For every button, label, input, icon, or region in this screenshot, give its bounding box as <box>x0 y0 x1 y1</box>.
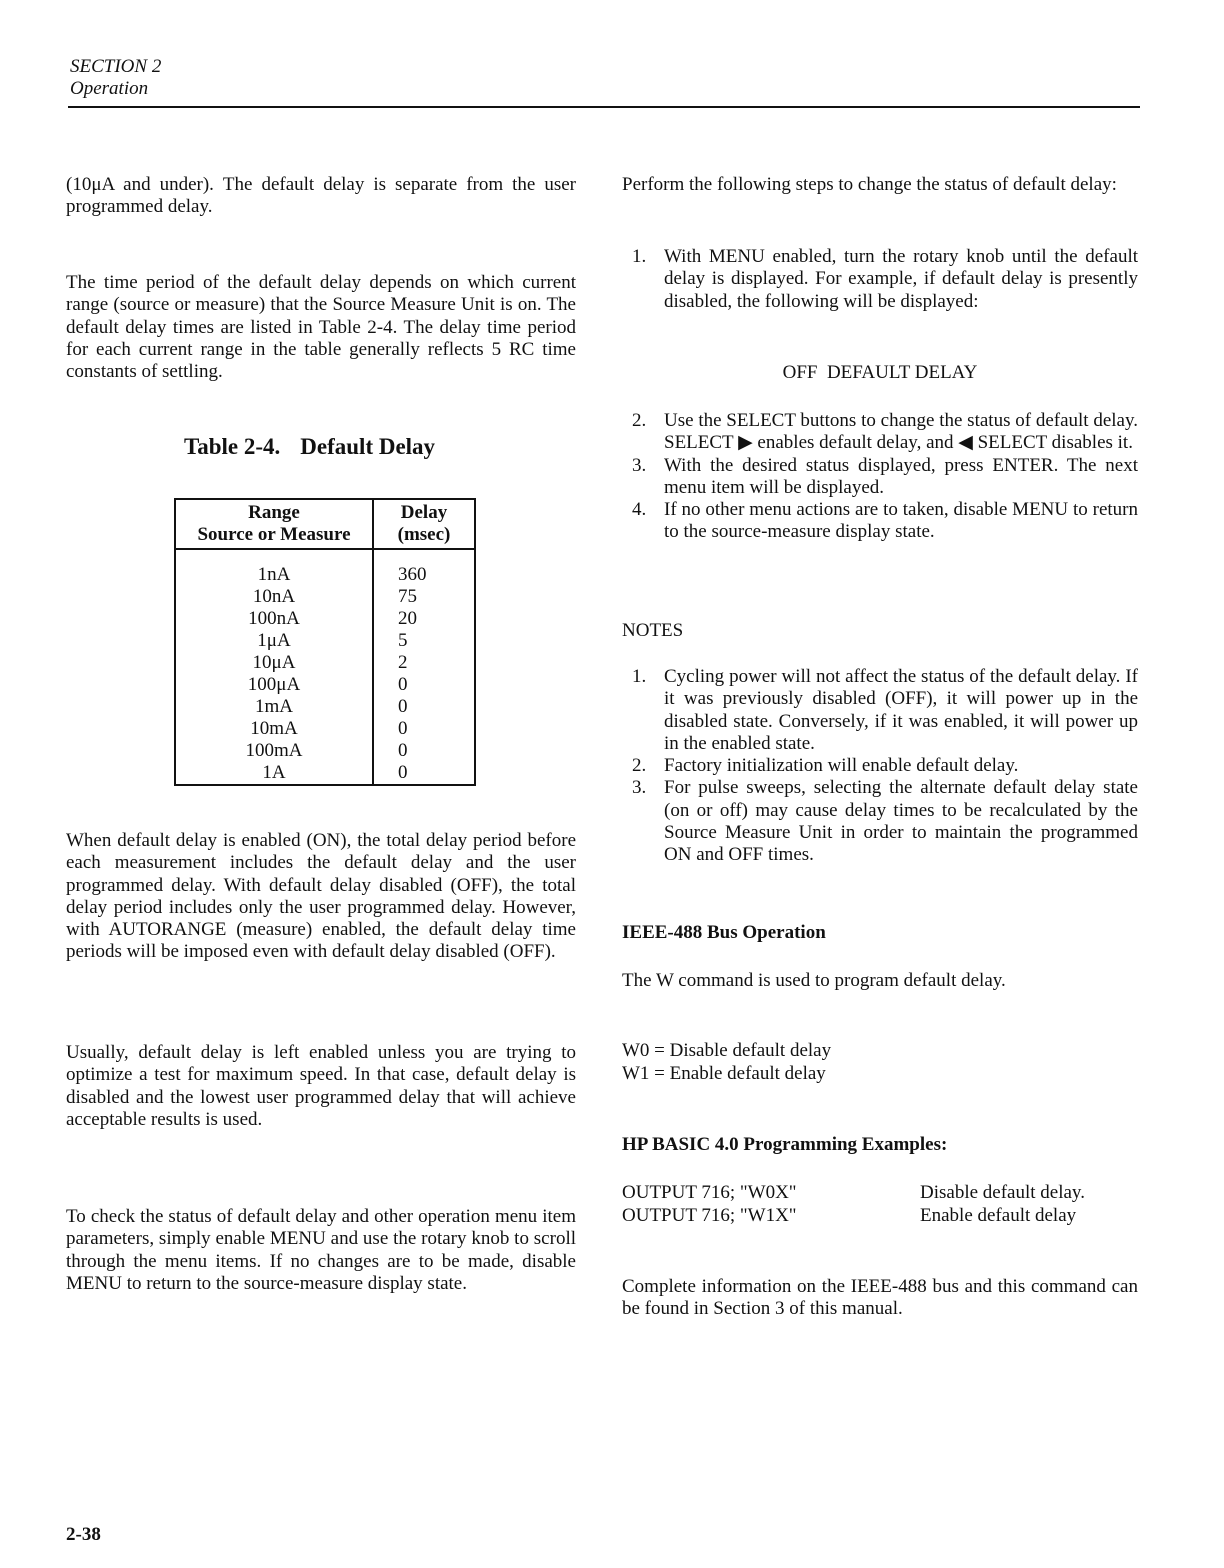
table-header-row <box>175 499 475 549</box>
delay-header-line2: (msec) <box>397 524 451 545</box>
note-text: Factory initialization will enable default delay. <box>664 755 1019 777</box>
range-header-line1: Range <box>248 502 300 523</box>
w-command-intro: The W command is used to program default delay. <box>622 970 1006 991</box>
table-row <box>175 740 475 762</box>
paragraph-complete-info: Complete information on the IEEE-488 bus and this command can be found in Section 3 of this manual. <box>622 1276 1138 1320</box>
delay-cell: 2 <box>398 652 408 673</box>
list-item <box>622 777 1138 866</box>
delay-cell: 20 <box>398 608 417 629</box>
table-row <box>175 696 475 718</box>
header-rule <box>68 106 1140 108</box>
list-item <box>622 755 1138 777</box>
section-label: SECTION 2 <box>70 56 162 77</box>
range-cell: 1μA <box>175 630 373 652</box>
delay-cell: 0 <box>398 740 408 761</box>
hp-basic-heading: HP BASIC 4.0 Programming Examples: <box>622 1134 948 1155</box>
delay-cell: 0 <box>398 674 408 695</box>
paragraph-time-period: The time period of the default delay depends on which current range (source or measure) that the Source Measure Unit is on. The default delay times are listed in Table 2-4. The delay time period for each current range in the table generally reflects 5 RC time constants of settling. <box>66 272 576 383</box>
list-item <box>622 666 1138 755</box>
table-row <box>175 652 475 674</box>
range-cell: 1A <box>175 762 373 785</box>
paragraph-check-status: To check the status of default delay and other operation menu item parameters, simply enable MENU and use the rotary knob to scroll through the menu items. If no changes are to be made, disable MENU to return to the source-measure display state. <box>66 1206 576 1294</box>
step-number: 3. <box>632 454 647 476</box>
list-item <box>622 410 1138 455</box>
note-number: 2. <box>632 755 647 777</box>
range-cell: 10mA <box>175 718 373 740</box>
paragraph-perform-steps: Perform the following steps to change the status of default delay: <box>622 174 1117 195</box>
ieee-heading: IEEE-488 Bus Operation <box>622 922 826 943</box>
step-text: Use the SELECT buttons to change the status of default delay. SELECT ▶ enables default delay, and ◀ SELECT disables it. <box>664 410 1138 454</box>
note-text: Cycling power will not affect the status of the default delay. If it was previously disabled (OFF), it will power up in the disabled state. Conversely, if it was enabled, it will power up in the enabled state. <box>664 666 1138 754</box>
paragraph-delay-separate: (10μA and under). The default delay is separate from the user programmed delay. <box>66 174 576 218</box>
step-number: 1. <box>632 246 647 267</box>
delay-cell: 360 <box>398 564 427 585</box>
list-item <box>622 499 1138 544</box>
delay-cell: 0 <box>398 718 408 739</box>
page-number: 2-38 <box>66 1524 101 1545</box>
w0-line: W0 = Disable default delay <box>622 1040 832 1061</box>
range-cell: 10nA <box>175 586 373 608</box>
note-text: For pulse sweeps, selecting the alternate default delay state (on or off) may cause delay times to be recalculated by the Source Measure Unit in order to maintain the programmed ON and OFF times. <box>664 777 1138 866</box>
table-row <box>175 674 475 696</box>
table-row <box>175 762 475 785</box>
list-item <box>622 246 1138 313</box>
note-number: 1. <box>632 666 647 687</box>
default-delay-table <box>174 498 476 786</box>
delay-cell: 0 <box>398 762 408 783</box>
step-text: With MENU enabled, turn the rotary knob until the default delay is displayed. For example, if default delay is presently disabled, the following will be displayed: <box>664 246 1138 312</box>
step-number: 4. <box>632 499 647 521</box>
range-column-header <box>175 499 373 549</box>
example-code: OUTPUT 716; "W0X" <box>622 1182 797 1203</box>
table-caption-title: Default Delay <box>300 434 436 459</box>
list-item <box>622 455 1138 500</box>
example-code: OUTPUT 716; "W1X" <box>622 1205 797 1226</box>
paragraph-enabled-on: When default delay is enabled (ON), the total delay period before each measurement includes the default delay and the user programmed delay. With default delay disabled (OFF), the total delay period includes only the user programmed delay. However, with AUTORANGE (measure) enabled, the default delay time periods will be imposed even with default delay disabled (OFF). <box>66 830 576 963</box>
table-caption <box>184 434 455 460</box>
delay-cell: 75 <box>398 586 417 607</box>
step-text: With the desired status displayed, press ENTER. The next menu item will be displayed. <box>664 454 1138 498</box>
table-row <box>175 718 475 740</box>
table-row <box>175 549 475 586</box>
section-subtitle: Operation <box>70 78 149 99</box>
steps-list-first <box>622 246 1138 313</box>
range-cell: 1nA <box>175 549 373 586</box>
notes-list <box>622 666 1138 867</box>
range-cell: 10μA <box>175 652 373 674</box>
steps-list <box>622 410 1138 544</box>
step-number: 2. <box>632 410 647 431</box>
w1-line: W1 = Enable default delay <box>622 1063 826 1084</box>
range-cell: 1mA <box>175 696 373 718</box>
range-cell: 100nA <box>175 608 373 630</box>
example-description: Enable default delay <box>920 1205 1077 1226</box>
display-readout: OFF DEFAULT DELAY <box>782 362 978 383</box>
table-caption-number: Table 2-4. <box>184 434 281 459</box>
delay-cell: 0 <box>398 696 408 717</box>
step-text: If no other menu actions are to taken, disable MENU to return to the source-measure display state. <box>664 499 1138 543</box>
table-row <box>175 630 475 652</box>
running-header <box>70 56 161 100</box>
range-cell: 100mA <box>175 740 373 762</box>
notes-title: NOTES <box>622 620 684 641</box>
example-description: Disable default delay. <box>920 1182 1085 1203</box>
paragraph-usually: Usually, default delay is left enabled unless you are trying to optimize a test for maximum speed. In that case, default delay is disabled and the lowest user programmed delay that will achieve acceptable results is used. <box>66 1042 576 1130</box>
range-cell: 100μA <box>175 674 373 696</box>
delay-header-line1: Delay <box>400 502 448 523</box>
delay-cell: 5 <box>398 630 408 651</box>
range-header-line2: Source or Measure <box>197 524 351 545</box>
table-row <box>175 608 475 630</box>
table-row <box>175 586 475 608</box>
delay-column-header <box>373 499 475 549</box>
note-number: 3. <box>632 777 647 799</box>
